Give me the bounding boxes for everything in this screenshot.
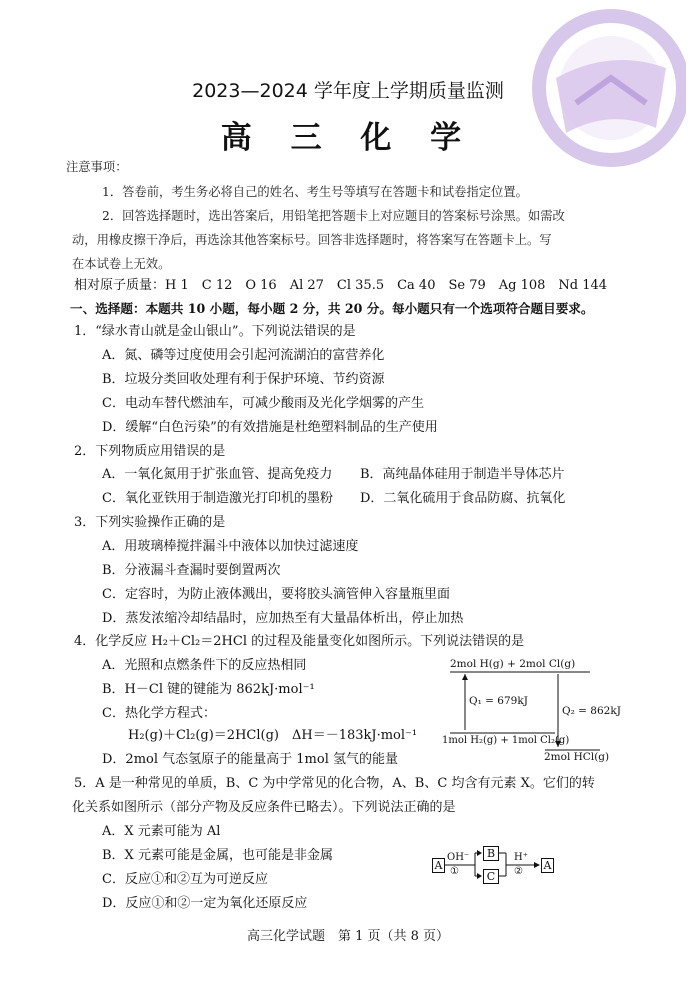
q4-option-c-equation: H₂(g)＋Cl₂(g)＝2HCl(g) ΔH＝－183kJ·mol⁻¹ — [128, 728, 418, 743]
node-b: B — [483, 846, 499, 861]
node-a-start: A — [432, 858, 445, 873]
q2-energy-label: Q₂ = 862kJ — [562, 705, 621, 717]
notice-item-2-end: 在本试卷上无效。 — [72, 257, 171, 271]
step-1-label: ① — [450, 866, 459, 877]
reagent-h: H⁺ — [514, 852, 528, 863]
q2-option-b: B．高纯晶体硅用于制造半导体芯片 — [360, 467, 565, 482]
q5-stem: 5．A 是一种常见的单质，B、C 为中学常见的化合物，A、B、C 均含有元素 X。它们的转 — [74, 776, 595, 791]
node-c: C — [483, 869, 499, 884]
q5-option-b: B．X 元素可能是金属，也可能是非金属 — [102, 848, 333, 863]
q3-option-a: A．用玻璃棒搅拌漏斗中液体以加快过滤速度 — [102, 539, 359, 554]
q4-option-d: D．2mol 气态氢原子的能量高于 1mol 氢气的能量 — [102, 752, 398, 767]
energy-diagram — [440, 655, 625, 763]
q3-stem: 3．下列实验操作正确的是 — [74, 515, 226, 530]
q1-energy-label: Q₁ = 679kJ — [469, 695, 528, 707]
energy-level-bottom: 2mol HCl(g) — [544, 751, 610, 763]
page-footer: 高三化学试题 第 1 页（共 8 页） — [246, 929, 450, 944]
q2-option-d: D．二氧化硫用于食品防腐、抗氧化 — [360, 491, 566, 506]
notice-item-2: 2．回答选择题时，选出答案后，用铅笔把答题卡上对应题目的答案标号涂黑。如需改 — [102, 209, 565, 223]
q5-option-d: D．反应①和②一定为氧化还原反应 — [102, 896, 308, 911]
transformation-diagram — [430, 845, 560, 887]
notice-item-1: 1．答卷前，考生务必将自己的姓名、考生号等填写在答题卡和试卷指定位置。 — [102, 185, 528, 199]
section-heading: 一、选择题：本题共 10 小题，每小题 2 分，共 20 分。每小题只有一个选项符合题目要求。 — [70, 301, 594, 316]
exam-title: 2023—2024 学年度上学期质量监测 — [192, 80, 504, 102]
node-a-end: A — [541, 858, 554, 873]
q4-stem: 4．化学反应 H₂＋Cl₂＝2HCl 的过程及能量变化如图所示。下列说法错误的是 — [74, 634, 525, 649]
atomic-masses: 相对原子质量：H 1 C 12 O 16 Al 27 Cl 35.5 Ca 40 Se 79 Ag 108 Nd 144 — [74, 278, 608, 293]
q2-option-a: A．一氧化氮用于扩张血管、提高免疫力 — [102, 467, 333, 482]
step-2-label: ② — [514, 866, 523, 877]
q5-option-a: A．X 元素可能为 Al — [102, 824, 221, 839]
q2-stem: 2．下列物质应用错误的是 — [74, 444, 226, 459]
q3-option-c: C．定容时，为防止液体溅出，要将胶头滴管伸入容量瓶里面 — [102, 587, 450, 602]
q4-option-b: B．H－Cl 键的键能为 862kJ·mol⁻¹ — [102, 682, 315, 697]
notice-heading: 注意事项： — [66, 160, 128, 174]
subject-title: 高 三 化 学 — [220, 120, 476, 156]
q2-option-c: C．氧化亚铁用于制造激光打印机的墨粉 — [102, 491, 333, 506]
q3-option-b: B．分液漏斗查漏时要倒置两次 — [102, 563, 281, 578]
q1-option-a: A．氮、磷等过度使用会引起河流湖泊的富营养化 — [102, 348, 385, 363]
q1-option-d: D．缓解“白色污染”的有效措施是杜绝塑料制品的生产使用 — [102, 420, 438, 435]
energy-level-top: 2mol H(g) + 2mol Cl(g) — [450, 658, 576, 670]
energy-level-mid: 1mol H₂(g) + 1mol Cl₂(g) — [442, 735, 570, 746]
reagent-oh: OH⁻ — [447, 852, 470, 863]
q5-option-c: C．反应①和②互为可逆反应 — [102, 872, 268, 887]
q1-option-c: C．电动车替代燃油车，可减少酸雨及光化学烟雾的产生 — [102, 396, 424, 411]
q5-stem-cont: 化关系如图所示（部分产物及反应条件已略去）。下列说法正确的是 — [72, 800, 456, 815]
q4-option-a: A．光照和点燃条件下的反应热相同 — [102, 658, 307, 673]
q3-option-d: D．蒸发浓缩冷却结晶时，应加热至有大量晶体析出，停止加热 — [102, 611, 464, 626]
q1-option-b: B．垃圾分类回收处理有利于保护环境、节约资源 — [102, 372, 385, 387]
notice-item-2-cont: 动，用橡皮擦干净后，再选涂其他答案标号。回答非选择题时，将答案写在答题卡上。写 — [72, 233, 552, 247]
q1-stem: 1．“绿水青山就是金山银山”。下列说法错误的是 — [74, 324, 356, 339]
q4-option-c: C．热化学方程式： — [102, 706, 216, 721]
